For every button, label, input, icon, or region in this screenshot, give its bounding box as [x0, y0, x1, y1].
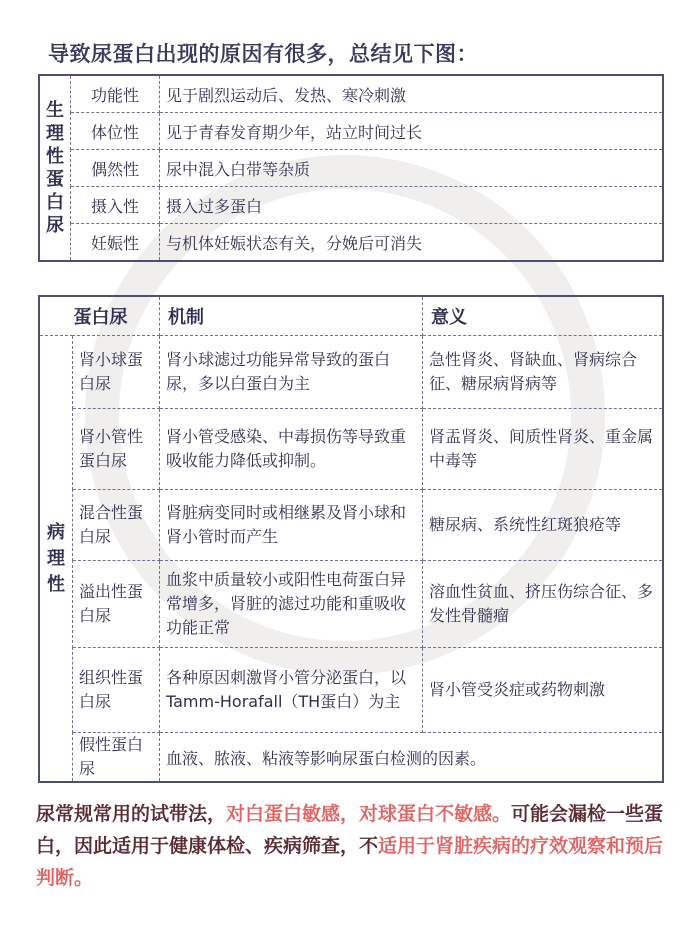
name-cell: 肾小管性蛋白尿	[73, 409, 160, 490]
name-cell: 组织性蛋白尿	[73, 648, 160, 733]
meaning-cell: 急性肾炎、肾缺血、肾病综合征、糖尿病肾病等	[423, 336, 664, 409]
meaning-cell: 糖尿病、系统性红斑狼疮等	[423, 490, 664, 561]
header-proteinuria: 蛋白尿	[39, 296, 160, 336]
table-row	[39, 336, 663, 409]
meaning-cell: 肾盂肾炎、间质性肾炎、重金属中毒等	[423, 409, 664, 490]
type-cell: 摄入性	[71, 187, 160, 224]
name-cell: 溢出性蛋白尿	[73, 561, 160, 648]
type-cell: 体位性	[71, 113, 160, 150]
table-row	[39, 733, 663, 783]
desc-cell: 与机体妊娠状态有关，分娩后可消失	[160, 224, 664, 262]
mechanism-cell: 肾小球滤过功能异常导致的蛋白尿，多以白蛋白为主	[160, 336, 423, 409]
mechanism-cell: 各种原因刺激肾小管分泌蛋白，以Tamm-Horafall（TH蛋白）为主	[160, 648, 423, 733]
mechanism-cell: 肾小管受感染、中毒损伤等导致重吸收能力降低或抑制。	[160, 409, 423, 490]
table-row	[39, 648, 663, 733]
header-meaning: 意义	[423, 296, 664, 336]
desc-cell: 见于青春发育期少年，站立时间过长	[160, 113, 664, 150]
table-row	[39, 409, 663, 490]
category-physiological: 生理性蛋白尿	[39, 75, 71, 261]
footer-text-2: 可能会漏检一些蛋白，因此适用于健康体检、疾病筛查，不	[36, 803, 664, 857]
header-row	[39, 296, 663, 336]
name-cell: 混合性蛋白尿	[73, 490, 160, 561]
table-row	[39, 75, 663, 113]
table-row	[39, 224, 663, 262]
page-title: 导致尿蛋白出现的原因有很多，总结见下图：	[48, 42, 478, 66]
mechanism-cell: 肾脏病变同时或相继累及肾小球和肾小管时而产生	[160, 490, 423, 561]
footer-highlight-1: 对白蛋白敏感，对球蛋白不敏感。	[226, 803, 512, 825]
desc-cell: 尿中混入白带等杂质	[160, 150, 664, 187]
type-cell: 功能性	[71, 75, 160, 113]
name-cell: 肾小球蛋白尿	[73, 336, 160, 409]
footer-note	[36, 798, 670, 894]
combined-cell: 血液、脓液、粘液等影响尿蛋白检测的因素。	[160, 733, 664, 783]
footer-highlight-2: 适用于肾脏疾病的疗效观察和预后判断。	[36, 835, 664, 889]
type-cell: 偶然性	[71, 150, 160, 187]
table-row	[39, 113, 663, 150]
footer-text-1: 尿常规常用的试带法，	[36, 803, 227, 825]
table-row	[39, 490, 663, 561]
category-pathological: 病理性	[39, 336, 73, 783]
meaning-cell: 溶血性贫血、挤压伤综合征、多发性骨髓瘤	[423, 561, 664, 648]
header-mechanism: 机制	[160, 296, 423, 336]
physiological-proteinuria-table	[38, 74, 664, 262]
mechanism-cell: 血浆中质量较小或阳性电荷蛋白异常增多，肾脏的滤过功能和重吸收功能正常	[160, 561, 423, 648]
table-row	[39, 150, 663, 187]
table-row	[39, 561, 663, 648]
table-row	[39, 187, 663, 224]
desc-cell: 摄入过多蛋白	[160, 187, 664, 224]
type-cell: 妊娠性	[71, 224, 160, 262]
pathological-proteinuria-table	[38, 295, 664, 783]
name-cell: 假性蛋白尿	[73, 733, 160, 783]
desc-cell: 见于剧烈运动后、发热、寒冷刺激	[160, 75, 664, 113]
meaning-cell: 肾小管受炎症或药物刺激	[423, 648, 664, 733]
